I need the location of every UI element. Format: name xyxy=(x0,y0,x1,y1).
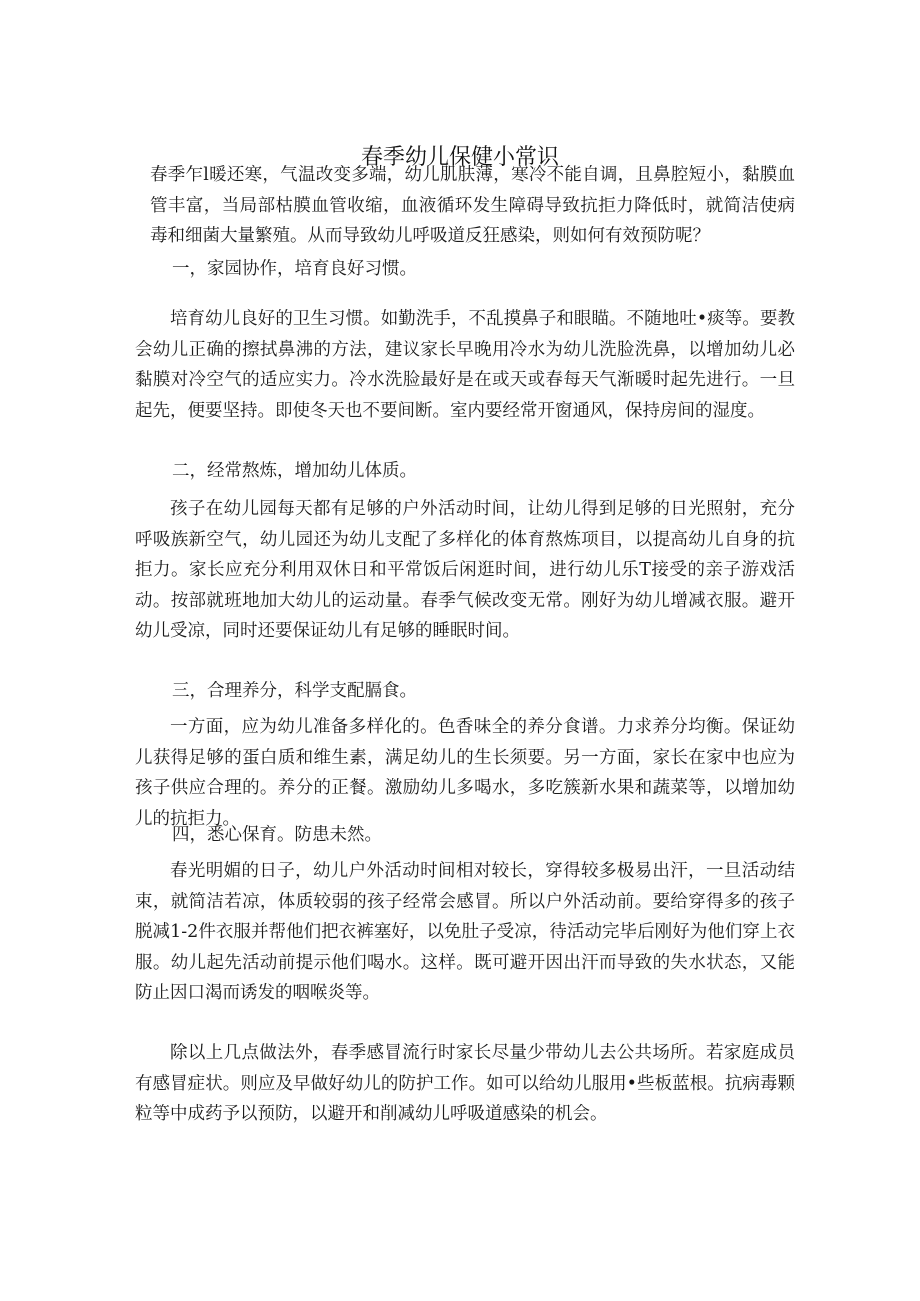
document-title: 春季幼儿保健小常识 xyxy=(360,144,559,170)
intro-paragraph: 春季乍l暖还寒，气温改变多端，幼儿肌肤薄，寒冷不能自调，且鼻腔短小，黏膜血管丰富，当局部枯膜血管收缩，血液循环发生障碍导致抗拒力降低时，就简洁使病毒和细菌大量繁殖。从而导致幼儿呼吸道反狂感染，则如何有效预防呢？ xyxy=(150,165,795,246)
section-4-heading: 四，悉心保育。防患未然。 xyxy=(172,825,382,845)
section-3-body: 一方面，应为幼儿准备多样化的。色香味全的养分食谱。力求养分均衡。保证幼儿获得足够的蛋白质和维生素，满足幼儿的生长须要。另一方面，家长在家中也应为孩子供应合理的。养分的正餐。激励幼儿多喝水，多吃簇新水果和蔬菜等，以增加幼儿的抗拒力。 xyxy=(135,717,795,829)
section-2-body: 孩子在幼儿园每天都有足够的户外活动时间，让幼儿得到足够的日光照射，充分呼吸族新空气，幼儿园还为幼儿支配了多样化的体育熬炼项目，以提高幼儿自身的抗拒力。家长应充分利用双休日和平常饭后闲逛时间，进行幼儿乐T接受的亲子游戏活动。按部就班地加大幼儿的运动量。春季气候改变无常。刚好为幼儿增减衣服。避开幼儿受凉，同时还要保证幼儿有足够的睡眠时间。 xyxy=(135,499,795,641)
closing-paragraph: 除以上几点做法外，春季感冒流行时家长尽量少带幼儿去公共场所。若家庭成员有感冒症状。则应及早做好幼儿的防护工作。如可以给幼儿服用•些板蓝根。抗病毒颗粒等中成药予以预防，以避开和削减幼儿呼吸道感染的机会。 xyxy=(135,1043,795,1124)
section-4-body: 春光明媚的日子，幼儿户外活动时间相对较长，穿得较多极易出汗，一旦活动结束，就简洁若凉，体质较弱的孩子经常会感冒。所以户外活动前。要给穿得多的孩子脱减1-2件衣服并帮他们把衣裤塞好，以免肚子受凉，待活动完毕后刚好为他们穿上衣服。幼儿起先活动前提示他们喝水。这样。既可避开因出汗而导致的失水状态，又能防止因口渴而诱发的咽喉炎等。 xyxy=(135,861,795,1003)
section-1-heading: 一，家园协作，培育良好习惯。 xyxy=(172,259,417,279)
section-1-body: 培育幼儿良好的卫生习惯。如勤洗手，不乱摸鼻子和眼瞄。不随地吐•痰等。要教会幼儿正确的擦拭鼻沸的方法，建议家长早晚用冷水为幼儿洗脸洗鼻，以增加幼儿必黏膜对冷空气的适应实力。冷水洗脸最好是在或天或春每天气渐暖时起先进行。一旦起先，便要坚持。即使冬天也不要间断。室内要经常开窗通风，保持房间的湿度。 xyxy=(135,309,795,421)
section-2-heading: 二，经常熬炼，增加幼儿体质。 xyxy=(172,461,417,481)
section-3-heading: 三，合理养分，科学支配膈食。 xyxy=(172,681,417,701)
